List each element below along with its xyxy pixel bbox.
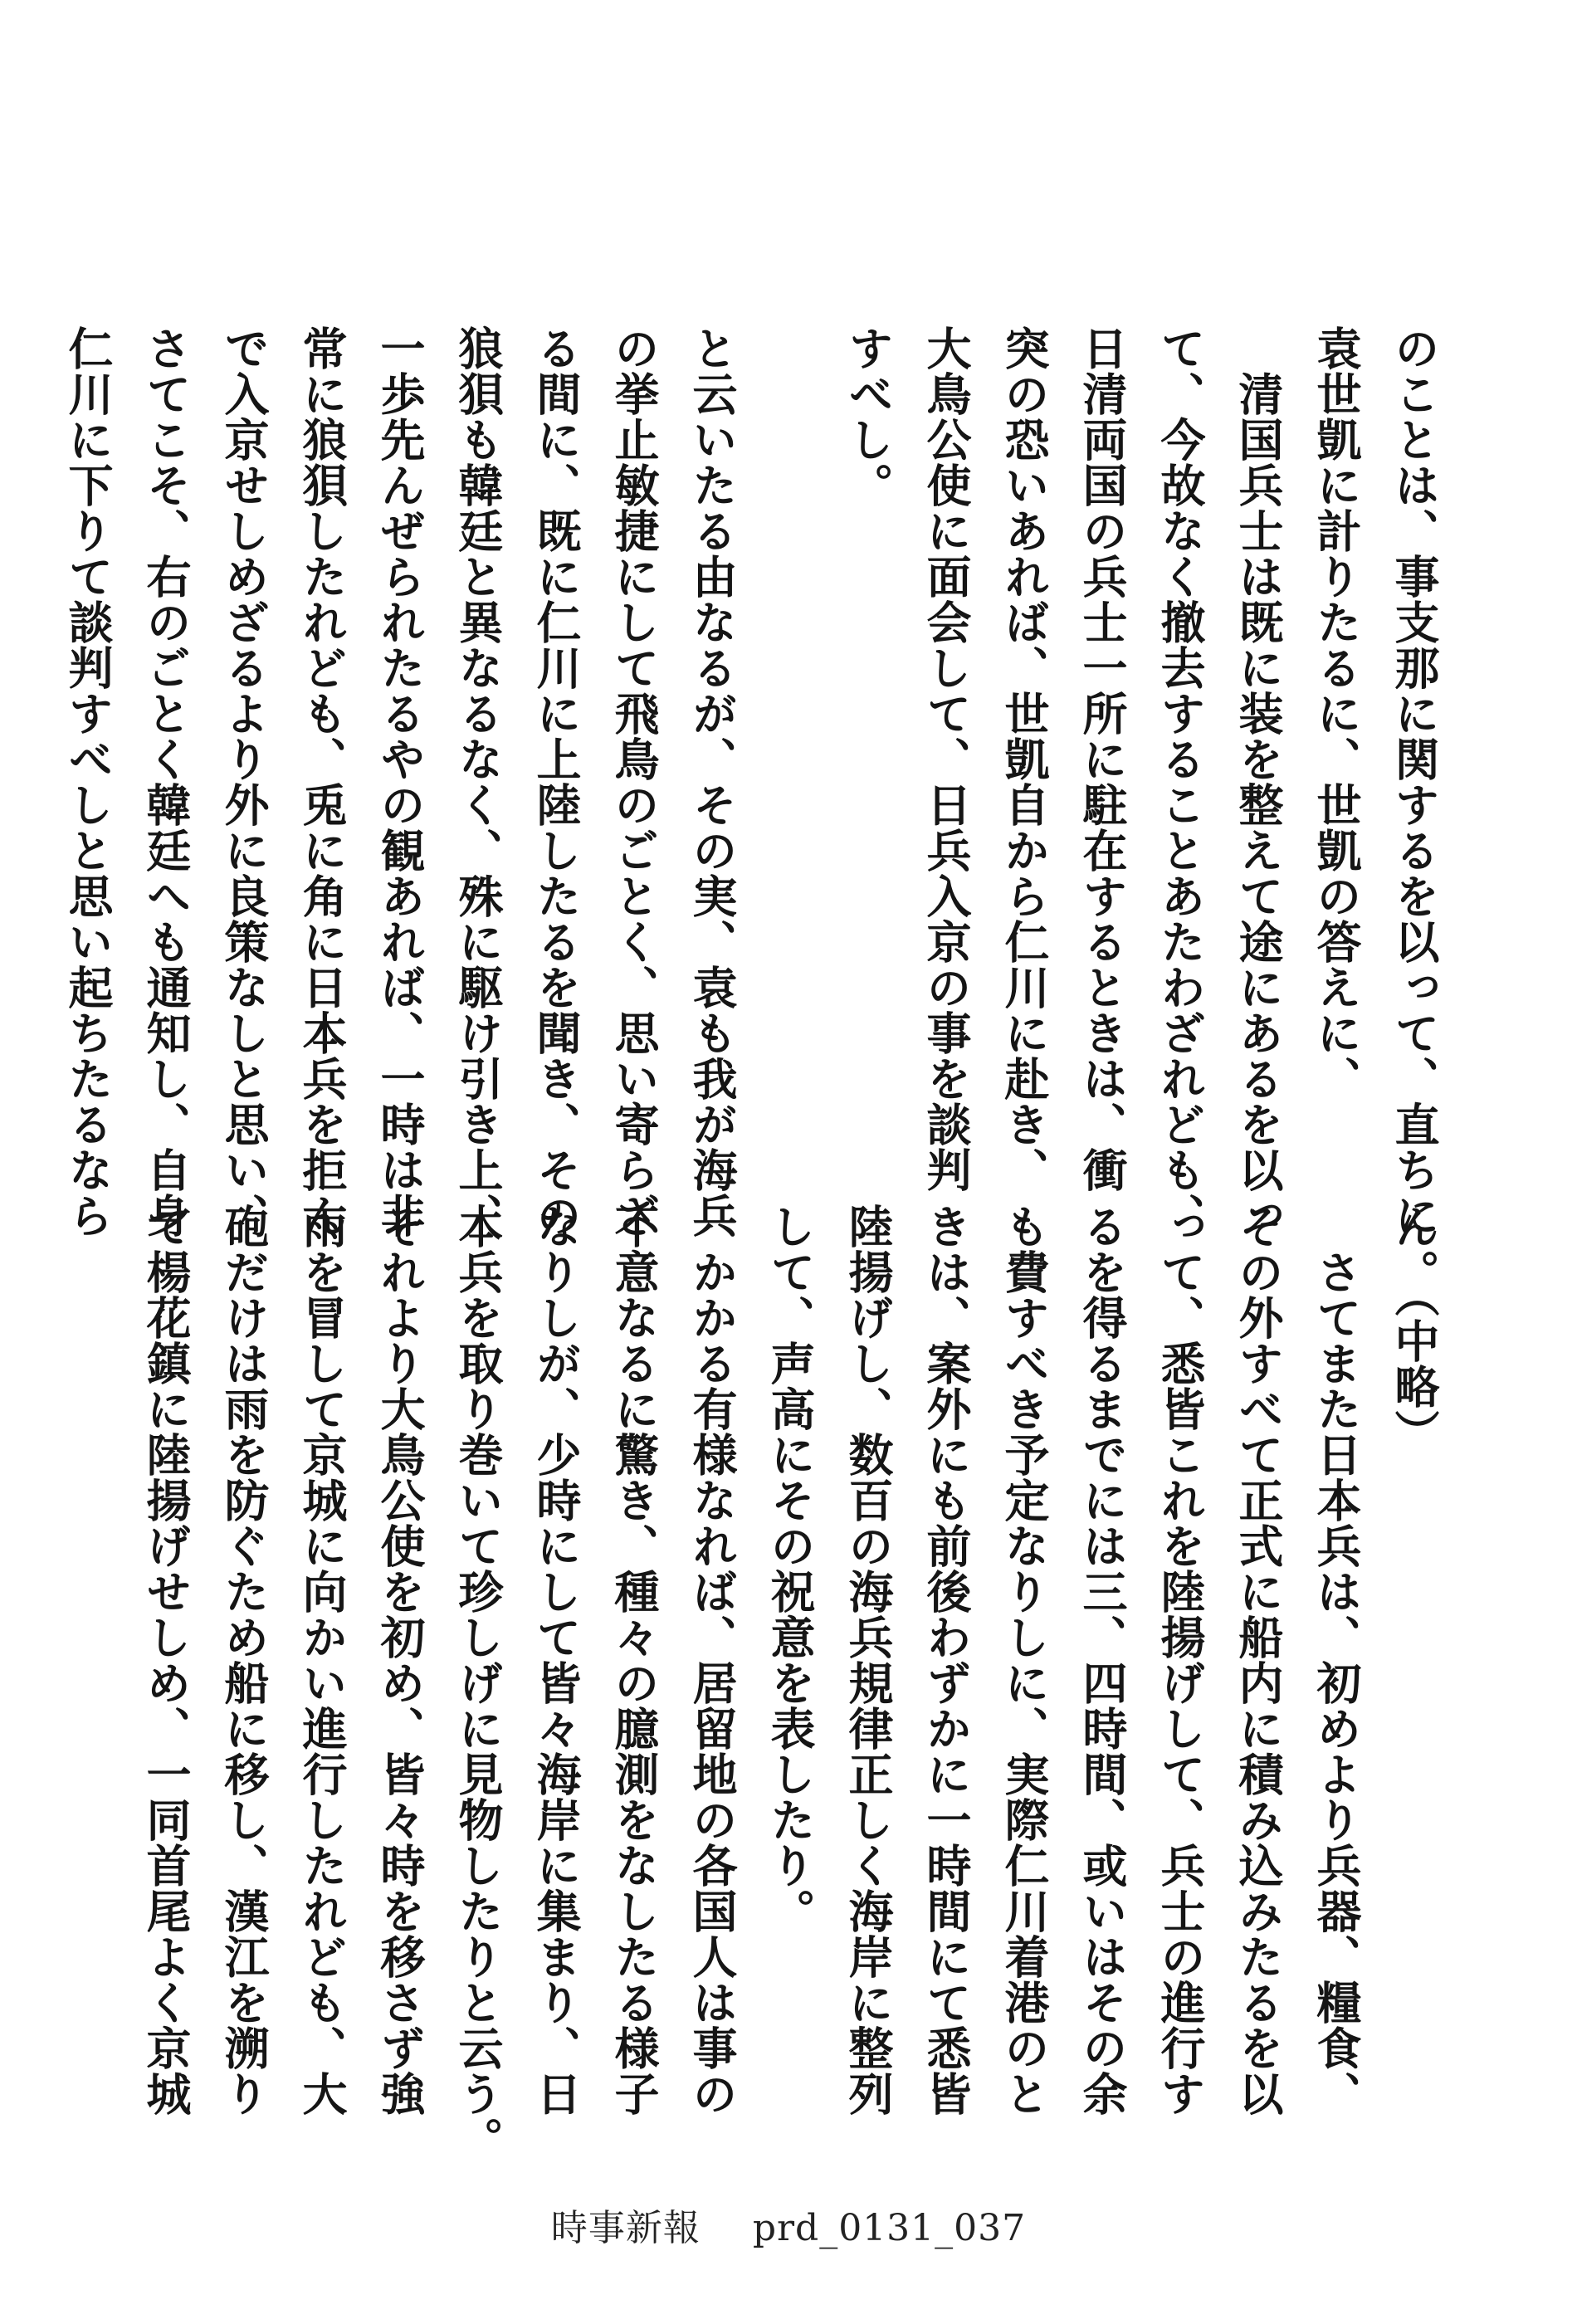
text-column: すべし。 [842, 325, 894, 508]
text-column [750, 325, 828, 1180]
upper-text-tier [48, 325, 1452, 1238]
text-column: それより大鳥公使を初め、皆々時を移さず強 [374, 1204, 426, 2116]
lower-text-tier [126, 1204, 1452, 2162]
text-column: ん。（中略） [1388, 1204, 1440, 1455]
text-column: 砲だけは雨を防ぐため船に移し、漢江を溯り [217, 1204, 270, 2116]
text-column: て楊花鎮に陸揚げせしめ、一同首尾よく京城 [139, 1204, 192, 2116]
text-column: なりしが、少時にして皆々海岸に集まり、日 [530, 1204, 582, 2116]
text-column: その外すべて正式に船内に積み込みたるを以 [1232, 1204, 1284, 2116]
text-column: 不意なるに驚き、種々の臆測をなしたる様子 [608, 1204, 660, 2116]
text-column: 常に狼狽したれども、兎に角に日本兵を拒ん [295, 325, 348, 1238]
text-column: 狼狽も韓廷と異なるなく、殊に駆け引き上、 [452, 325, 504, 1238]
text-column: さてこそ、右のごとく韓廷へも通知し、自身 [139, 325, 192, 1238]
text-column: 大鳥公使に面会して、日兵入京の事を談判 [920, 325, 972, 1193]
text-column: で入京せしめざるより外に良策なしと思い、 [217, 325, 270, 1238]
text-column: も費すべき予定なりしに、実際仁川着港のと [998, 1204, 1050, 2116]
text-column: る間に、既に仁川に上陸したるを聞き、その [530, 325, 582, 1238]
text-column: るを得るまでには三、四時間、或いはその余 [1076, 1204, 1128, 2116]
footer-id: prd_0131_037 [752, 2207, 1027, 2249]
text-column: 雨を冒して京城に向かい進行したれども、大 [295, 1204, 348, 2116]
text-column: 一歩先んぜられたるやの観あれば、一時は非 [374, 325, 426, 1238]
page-footer [0, 2198, 1577, 2251]
text-column: きは、案外にも前後わずかに一時間にて悉皆 [920, 1204, 972, 2116]
text-column: 日清両国の兵士一所に駐在するときは、衝 [1076, 325, 1128, 1193]
text-column: さてまた日本兵は、初めより兵器、糧食、 [1310, 1204, 1362, 2116]
text-column: て、今故なく撤去することあたわざれども、 [1154, 325, 1206, 1238]
text-column: 陸揚げし、数百の海兵規律正しく海岸に整列 [842, 1204, 894, 2116]
text-column: の挙止敏捷にして飛鳥のごとく、思い寄らざ [608, 325, 660, 1238]
footer-source: 時事新報 [550, 2207, 701, 2249]
text-column: 本兵を取り巻いて珍しげに見物したりと云う。 [452, 1204, 504, 2162]
text-column: して、声高にその祝意を表したり。 [764, 1204, 816, 1934]
text-column: って、悉皆これを陸揚げして、兵士の進行す [1154, 1204, 1206, 2116]
text-column: と云いたる由なるが、その実、袁も我が海兵 [686, 325, 738, 1238]
text-column: のことは、事支那に関するを以って、直ちに [1388, 325, 1440, 1238]
text-column: 仁川に下りて談判すべしと思い起ちたるなら [61, 325, 114, 1238]
text-column: 袁世凱に計りたるに、世凱の答えに、 [1310, 325, 1362, 1101]
text-column: 突の恐いあれば、世凱自から仁川に赴き、 [998, 325, 1050, 1193]
text-column: 清国兵士は既に装を整えて途にあるを以っ [1232, 325, 1284, 1238]
text-column: かかる有様なれば、居留地の各国人は事の [686, 1204, 738, 2116]
